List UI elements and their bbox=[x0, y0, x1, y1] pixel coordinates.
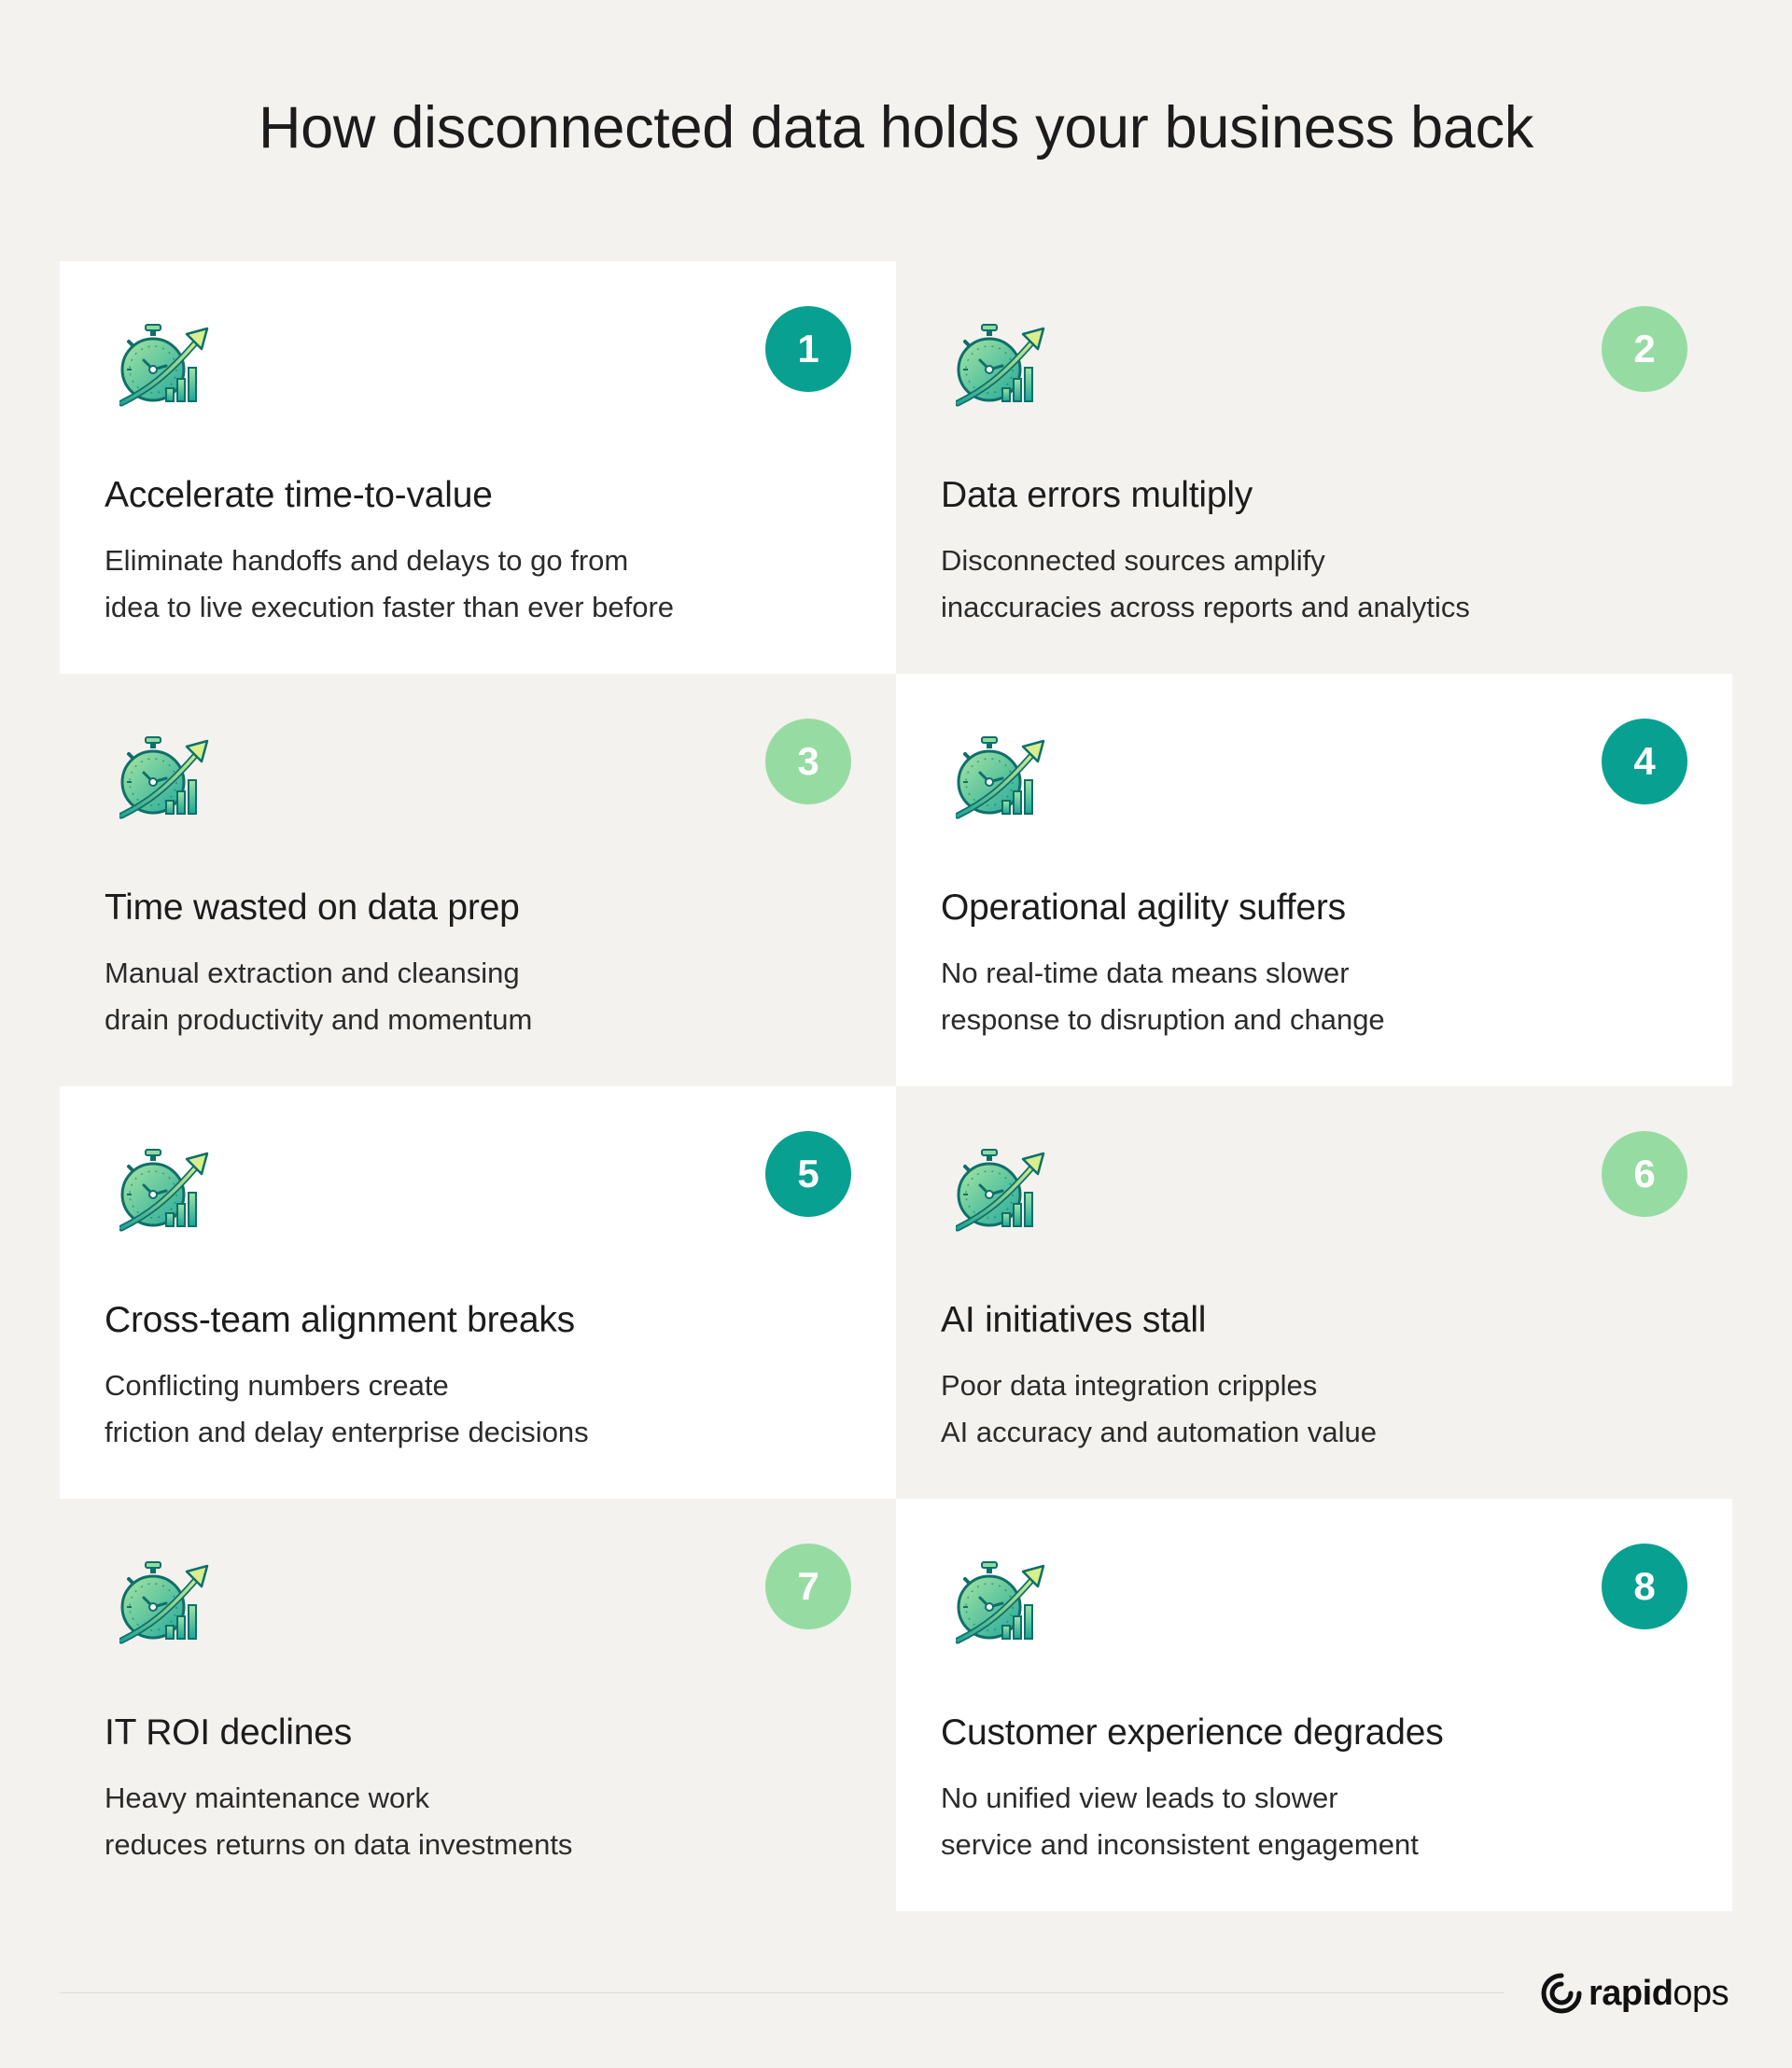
card-8 bbox=[896, 1499, 1732, 1911]
page-title: How disconnected data holds your business back bbox=[258, 95, 1534, 161]
description-line: Poor data integration cripples bbox=[941, 1369, 1318, 1402]
number-badge: 4 bbox=[1602, 719, 1687, 804]
description-line: drain productivity and momentum bbox=[105, 1003, 533, 1036]
card-title: Time wasted on data prep bbox=[105, 887, 520, 928]
card-title: Cross-team alignment breaks bbox=[105, 1300, 575, 1340]
card-1 bbox=[60, 261, 896, 674]
description-line: idea to live execution faster than ever before bbox=[105, 591, 675, 623]
number-badge: 8 bbox=[1602, 1544, 1687, 1629]
rapidops-logo bbox=[1540, 1969, 1729, 2018]
logo-wordmark bbox=[1589, 1974, 1729, 2014]
card-title: IT ROI declines bbox=[105, 1712, 353, 1753]
card-description bbox=[105, 1775, 795, 1868]
card-6 bbox=[896, 1086, 1732, 1499]
card-description bbox=[105, 538, 795, 631]
description-line: Eliminate handoffs and delays to go from bbox=[105, 544, 629, 577]
card-title: AI initiatives stall bbox=[941, 1300, 1207, 1340]
stopwatch-growth-icon bbox=[956, 1148, 1045, 1232]
stopwatch-growth-icon bbox=[956, 735, 1045, 819]
number-badge: 6 bbox=[1602, 1131, 1687, 1217]
card-2 bbox=[896, 261, 1732, 674]
card-description bbox=[941, 1362, 1631, 1456]
card-description bbox=[941, 950, 1631, 1043]
description-line: Manual extraction and cleansing bbox=[105, 957, 520, 989]
card-description bbox=[105, 950, 795, 1043]
stopwatch-growth-icon bbox=[956, 323, 1045, 407]
rapidops-logo-icon bbox=[1540, 1972, 1583, 2015]
description-line: AI accuracy and automation value bbox=[941, 1416, 1377, 1448]
logo-text-light: ops bbox=[1673, 1973, 1729, 2013]
description-line: Heavy maintenance work bbox=[105, 1782, 430, 1814]
number-badge: 1 bbox=[765, 306, 851, 392]
number-badge: 2 bbox=[1602, 306, 1687, 392]
description-line: reduces returns on data investments bbox=[105, 1828, 573, 1861]
description-line: service and inconsistent engagement bbox=[941, 1828, 1419, 1861]
card-5 bbox=[60, 1086, 896, 1499]
card-3 bbox=[60, 674, 896, 1086]
stopwatch-growth-icon bbox=[119, 323, 209, 407]
card-title: Operational agility suffers bbox=[941, 887, 1346, 928]
card-4 bbox=[896, 674, 1732, 1086]
footer-divider bbox=[60, 1992, 1505, 1993]
cards-grid bbox=[60, 261, 1732, 1911]
stopwatch-growth-icon bbox=[119, 1560, 209, 1644]
description-line: Disconnected sources amplify bbox=[941, 544, 1325, 577]
description-line: Conflicting numbers create bbox=[105, 1369, 449, 1402]
card-title: Accelerate time-to-value bbox=[105, 475, 493, 515]
number-badge: 3 bbox=[765, 719, 851, 804]
number-badge: 7 bbox=[765, 1544, 851, 1629]
card-title: Data errors multiply bbox=[941, 475, 1253, 515]
logo-text-bold: rapid bbox=[1589, 1973, 1673, 2013]
description-line: No real-time data means slower bbox=[941, 957, 1350, 989]
card-description bbox=[941, 1775, 1631, 1868]
stopwatch-growth-icon bbox=[956, 1560, 1045, 1644]
number-badge: 5 bbox=[765, 1131, 851, 1217]
card-title: Customer experience degrades bbox=[941, 1712, 1444, 1753]
card-description bbox=[941, 538, 1631, 631]
card-description bbox=[105, 1362, 795, 1456]
description-line: friction and delay enterprise decisions bbox=[105, 1416, 589, 1448]
stopwatch-growth-icon bbox=[119, 1148, 209, 1232]
description-line: No unified view leads to slower bbox=[941, 1782, 1338, 1814]
stopwatch-growth-icon bbox=[119, 735, 209, 819]
description-line: inaccuracies across reports and analytics bbox=[941, 591, 1470, 623]
card-7 bbox=[60, 1499, 896, 1911]
description-line: response to disruption and change bbox=[941, 1003, 1385, 1036]
